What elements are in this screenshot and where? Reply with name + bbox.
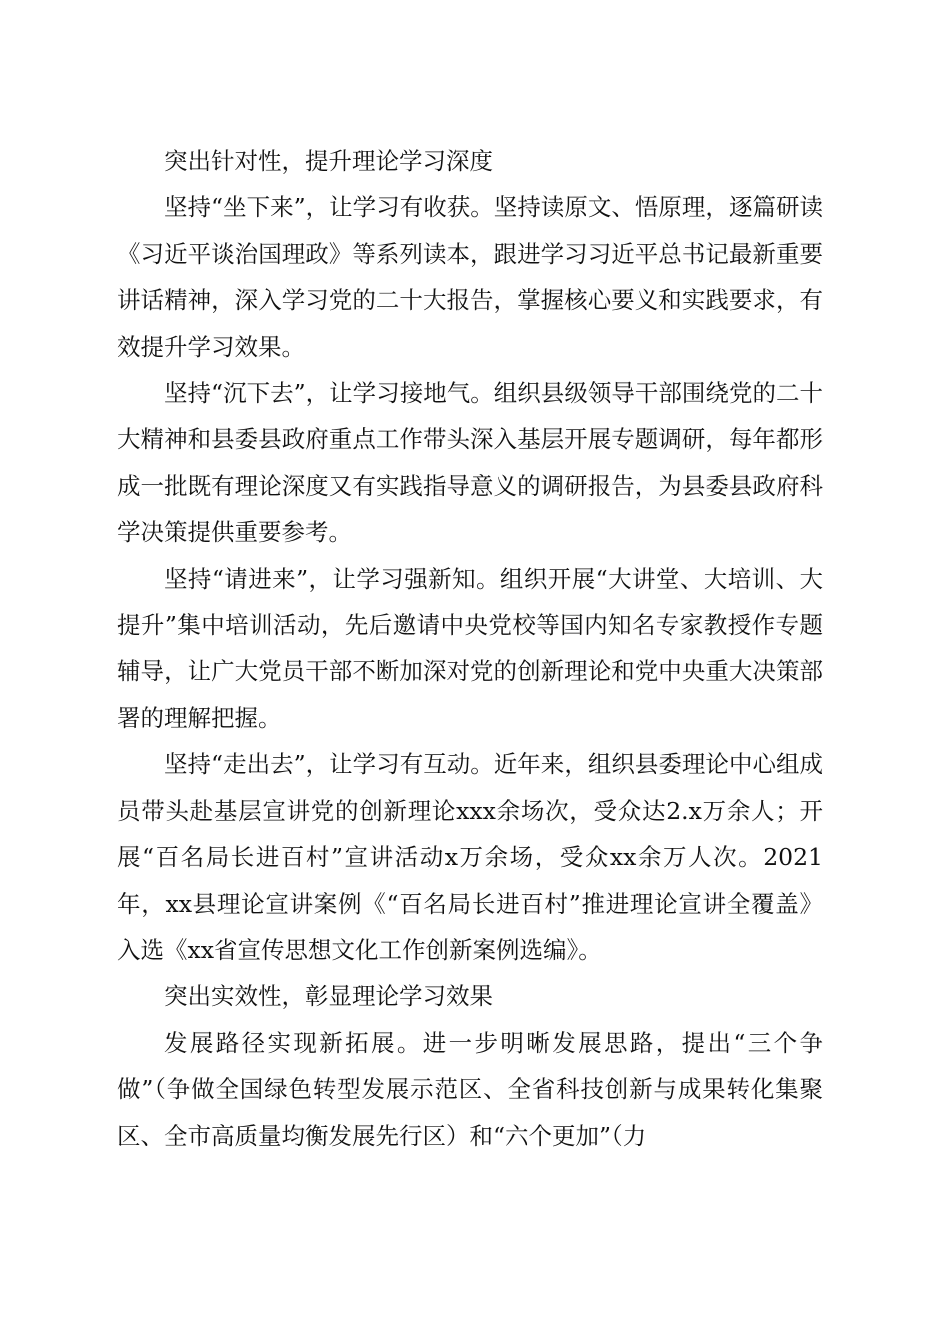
paragraph-invite-in: 坚持“请进来”，让学习强新知。组织开展“大讲堂、大培训、大提升”集中培训活动，先后邀请中央党校等国内知名专家教授作专题辅导，让广大党员干部不断加深对党的创新理论和党中央重大决策部署的理解把握。: [117, 564, 823, 732]
section-heading-targeted: 突出针对性，提升理论学习深度: [164, 147, 493, 175]
paragraph-sit-down: 坚持“坐下来”，让学习有收获。坚持读原文、悟原理，逐篇研读《习近平谈治国理政》等系列读本，跟进学习习近平总书记最新重要讲话精神，深入学习党的二十大报告，掌握核心要义和实践要求，有效提升学习效果。: [117, 193, 823, 361]
paragraph-go-out: 坚持“走出去”，让学习有互动。近年来，组织县委理论中心组成员带头赴基层宣讲党的创新理论xxx余场次，受众达2.x万余人；开展“百名局长进百村”宣讲活动x万余场，受众xx余万人次。2021年，xx县理论宣讲案例《“百名局长进百村”推进理论宣讲全覆盖》入选《xx省宣传思想文化工作创新案例选编》。: [117, 750, 823, 964]
section-heading-effectiveness: 突出实效性，彰显理论学习效果: [164, 982, 493, 1011]
paragraph-go-down: 坚持“沉下去”，让学习接地气。组织县级领导干部围绕党的二十大精神和县委县政府重点工作带头深入基层开展专题调研，每年都形成一批既有理论深度又有实践指导意义的调研报告，为县委县政府科学决策提供重要参考。: [117, 379, 823, 547]
paragraph-development-path: 发展路径实现新拓展。进一步明晰发展思路，提出“三个争做”（争做全国绿色转型发展示范区、全省科技创新与成果转化集聚区、全市高质量均衡发展先行区）和“六个更加”（力: [117, 1028, 823, 1150]
document-body: [117, 138, 823, 1159]
